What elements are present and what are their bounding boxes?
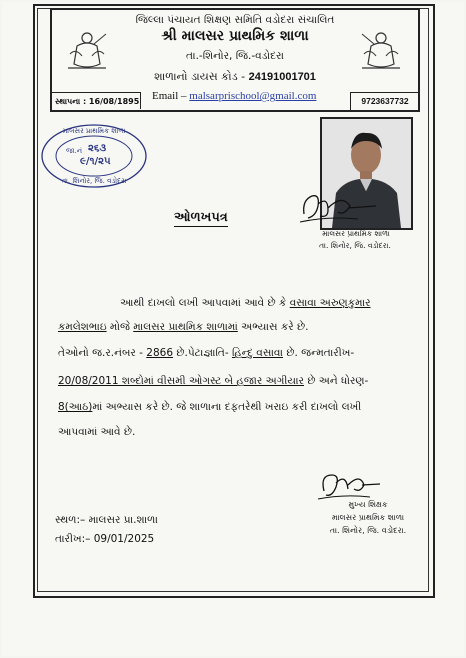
body-line-1 (58, 297, 466, 310)
seal-top-text: માલસર પ્રાથમિક શાળા (62, 127, 126, 135)
dise-label: શાળાનો ડાયસ કોડ - (154, 70, 246, 83)
photo-caption-address: તા. શિનોર, જિ. વડોદરા. (319, 241, 391, 250)
standard: 8(આઠ) (58, 401, 93, 413)
photo-caption-school: માલસર પ્રાથમિક શાળા (322, 229, 390, 238)
body-text: છે.પેટાજ્ઞાતિ- (173, 347, 232, 359)
signatory-title: મુખ્ય શિક્ષક (348, 500, 388, 509)
body-text: આથી દાખલો લખી આપવામાં આવે છે કે (120, 297, 290, 309)
seal-bottom-text: તા. શિનોર, જિ. વડોદરા (61, 177, 127, 185)
body-text: અભ્યાસ કરે છે. (237, 321, 309, 333)
father-name: કમલેશભાઇ (58, 321, 107, 333)
dise-code-line (52, 70, 418, 84)
signatory-address: તા. શિનોર, જિ. વડોદરા. (329, 526, 407, 535)
signatory-school: માલસર પ્રાથમિક શાળા (331, 513, 405, 522)
body-text: છે અને ધોરણ- (303, 375, 369, 387)
body-text: માં અભ્યાસ કરે છે. જે શાળાના દફતરેથી ખરાઇ કરી દાખલો લખી (92, 401, 362, 413)
body-text: મોજે (106, 321, 134, 333)
letterhead (50, 8, 420, 112)
dise-code: 24191001701 (248, 71, 316, 83)
signature-over-photo (298, 186, 386, 232)
student-name: વસાવા અરુણકુમાર (289, 297, 371, 309)
seal-number: ૨૬૩ (88, 143, 107, 154)
school-name: શ્રી માલસર પ્રાથમિક શાળા (161, 28, 309, 44)
phone-number: 9723637732 (350, 92, 419, 110)
body-line-6: આપવામાં આવે છે. (58, 426, 136, 438)
birth-date: 20/08/2011 શબ્દોમાં વીસમી ઓગસ્ટ બે હજાર અગીયાર (58, 375, 304, 387)
sub-caste: હિન્દુ વસાવા (231, 347, 284, 359)
email-label: Email – (152, 90, 187, 102)
established-date: સ્થાપના : 16/08/1895 (51, 92, 141, 109)
school-address: તા.-શિનોર, જિ.-વડોદરા (186, 50, 284, 62)
place-line: સ્થળ:– માલસર પ્રા.શાળા (55, 514, 158, 526)
email-link[interactable]: malsarprischool@gmail.com (189, 90, 317, 102)
school-seal (40, 123, 148, 189)
body-text: છે. જન્મતારીખ- (283, 347, 355, 359)
body-line-3 (58, 347, 412, 360)
register-number: 2866 (146, 347, 174, 359)
document-title: ઓળખપત્ર (174, 210, 228, 225)
seal-number-prefix: જા.નં (66, 147, 83, 155)
body-line-4 (58, 375, 412, 388)
governing-body-line: જિલ્લા પંચાયત શિક્ષણ સમિતિ વડોદરા સંચાલિત (135, 14, 335, 26)
body-line-2 (58, 321, 412, 334)
body-text: તેઓનો જ.ર.નંબર - (58, 347, 147, 359)
body-line-5 (58, 401, 412, 414)
email-line (152, 90, 316, 102)
date-line: તારીખ:– 09/01/2025 (55, 533, 155, 545)
seal-date: ૯/૧/૨૫ (80, 156, 111, 167)
school-ref: માલસર પ્રાથમિક શાળામાં (133, 321, 238, 333)
